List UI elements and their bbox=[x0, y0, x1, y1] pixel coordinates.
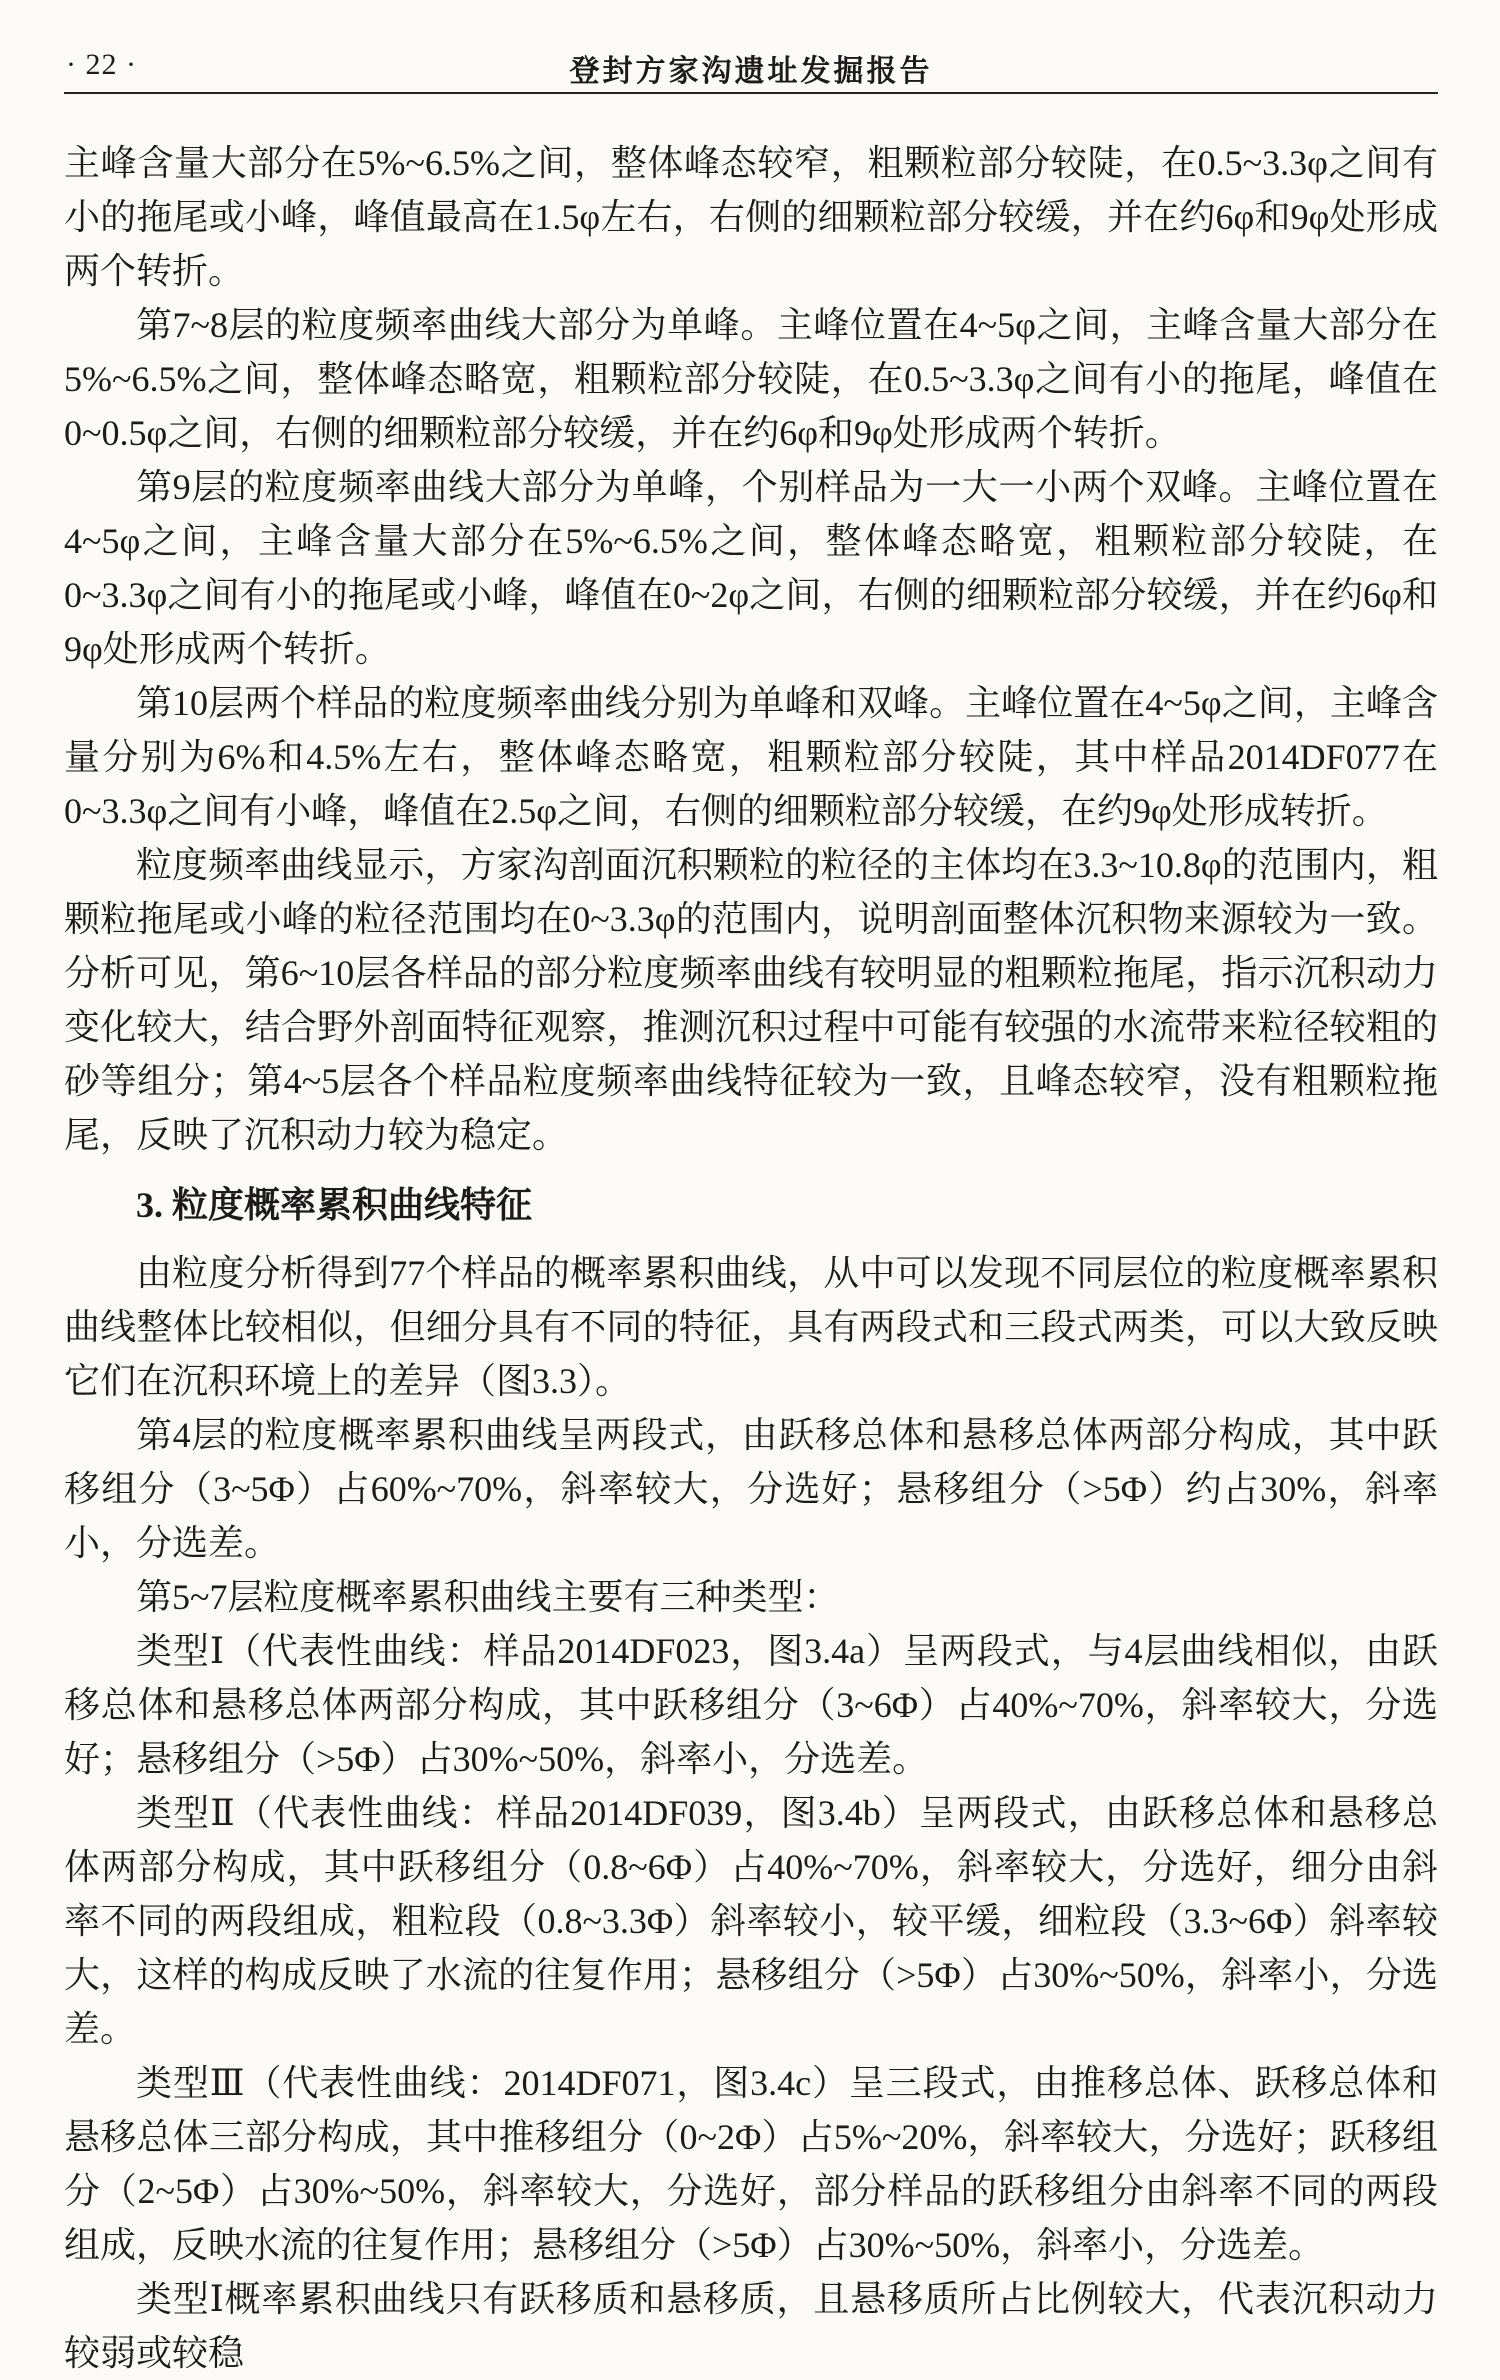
body-paragraph: 第4层的粒度概率累积曲线呈两段式，由跃移总体和悬移总体两部分构成，其中跃移组分（3~5Φ）占60%~70%，斜率较大，分选好；悬移组分（>5Φ）约占30%，斜率小，分选差。 bbox=[64, 1415, 1438, 1563]
body-paragraph: 粒度频率曲线显示，方家沟剖面沉积颗粒的粒径的主体均在3.3~10.8φ的范围内，粗颗粒拖尾或小峰的粒径范围均在0~3.3φ的范围内，说明剖面整体沉积物来源较为一致。分析可见，第6~10层各样品的部分粒度频率曲线有较明显的粗颗粒拖尾，指示沉积动力变化较大，结合野外剖面特征观察，推测沉积过程中可能有较强的水流带来粒径较粗的砂等组分；第4~5层各个样品粒度频率曲线特征较为一致，且峰态较窄，没有粗颗粒拖尾，反映了沉积动力较为稳定。 bbox=[64, 845, 1438, 1155]
body-paragraph: 第10层两个样品的粒度频率曲线分别为单峰和双峰。主峰位置在4~5φ之间，主峰含量分别为6%和4.5%左右，整体峰态略宽，粗颗粒部分较陡，其中样品2014DF077在0~3.3φ之间有小峰，峰值在2.5φ之间，右侧的细颗粒部分较缓，在约9φ处形成转折。 bbox=[64, 683, 1438, 831]
header-rule bbox=[64, 92, 1438, 94]
body-paragraph: 主峰含量大部分在5%~6.5%之间，整体峰态较窄，粗颗粒部分较陡，在0.5~3.3φ之间有小的拖尾或小峰，峰值最高在1.5φ左右，右侧的细颗粒部分较缓，并在约6φ和9φ处形成两个转折。 bbox=[64, 143, 1438, 291]
page-body bbox=[64, 136, 1438, 2380]
running-header-title: 登封方家沟遗址发掘报告 bbox=[569, 55, 933, 88]
section-heading: 3. 粒度概率累积曲线特征 bbox=[136, 1185, 533, 1225]
body-paragraph: 类型Ⅱ（代表性曲线：样品2014DF039，图3.4b）呈两段式，由跃移总体和悬移总体两部分构成，其中跃移组分（0.8~6Φ）占40%~70%，斜率较大，分选好，细分由斜率不同的两段组成，粗粒段（0.8~3.3Φ）斜率较小，较平缓，细粒段（3.3~6Φ）斜率较大，这样的构成反映了水流的往复作用；悬移组分（>5Φ）占30%~50%，斜率小，分选差。 bbox=[64, 1793, 1438, 2049]
body-paragraph: 类型Ⅰ（代表性曲线：样品2014DF023，图3.4a）呈两段式，与4层曲线相似，由跃移总体和悬移总体两部分构成，其中跃移组分（3~6Φ）占40%~70%，斜率较大，分选好；悬移组分（>5Φ）占30%~50%，斜率小，分选差。 bbox=[64, 1631, 1438, 1779]
body-paragraph: 类型Ⅰ概率累积曲线只有跃移质和悬移质，且悬移质所占比例较大，代表沉积动力较弱或较稳 bbox=[64, 2279, 1438, 2373]
body-paragraph: 类型Ⅲ（代表性曲线：2014DF071，图3.4c）呈三段式，由推移总体、跃移总体和悬移总体三部分构成，其中推移组分（0~2Φ）占5%~20%，斜率较大，分选好；跃移组分（2~5Φ）占30%~50%，斜率较大，分选好，部分样品的跃移组分由斜率不同的两段组成，反映水流的往复作用；悬移组分（>5Φ）占30%~50%，斜率小，分选差。 bbox=[64, 2063, 1438, 2265]
body-paragraph: 第7~8层的粒度频率曲线大部分为单峰。主峰位置在4~5φ之间，主峰含量大部分在5%~6.5%之间，整体峰态略宽，粗颗粒部分较陡，在0.5~3.3φ之间有小的拖尾，峰值在0~0.5φ之间，右侧的细颗粒部分较缓，并在约6φ和9φ处形成两个转折。 bbox=[64, 305, 1438, 453]
body-paragraph: 第9层的粒度频率曲线大部分为单峰，个别样品为一大一小两个双峰。主峰位置在4~5φ之间，主峰含量大部分在5%~6.5%之间，整体峰态略宽，粗颗粒部分较陡，在0~3.3φ之间有小的拖尾或小峰，峰值在0~2φ之间，右侧的细颗粒部分较缓，并在约6φ和9φ处形成两个转折。 bbox=[64, 467, 1438, 669]
page-header bbox=[64, 40, 1438, 92]
page-number: · 22 · bbox=[66, 48, 137, 81]
body-paragraph: 第5~7层粒度概率累积曲线主要有三种类型： bbox=[136, 1577, 840, 1617]
body-paragraph: 由粒度分析得到77个样品的概率累积曲线，从中可以发现不同层位的粒度概率累积曲线整体比较相似，但细分具有不同的特征，具有两段式和三段式两类，可以大致反映它们在沉积环境上的差异（图3.3）。 bbox=[64, 1253, 1438, 1401]
